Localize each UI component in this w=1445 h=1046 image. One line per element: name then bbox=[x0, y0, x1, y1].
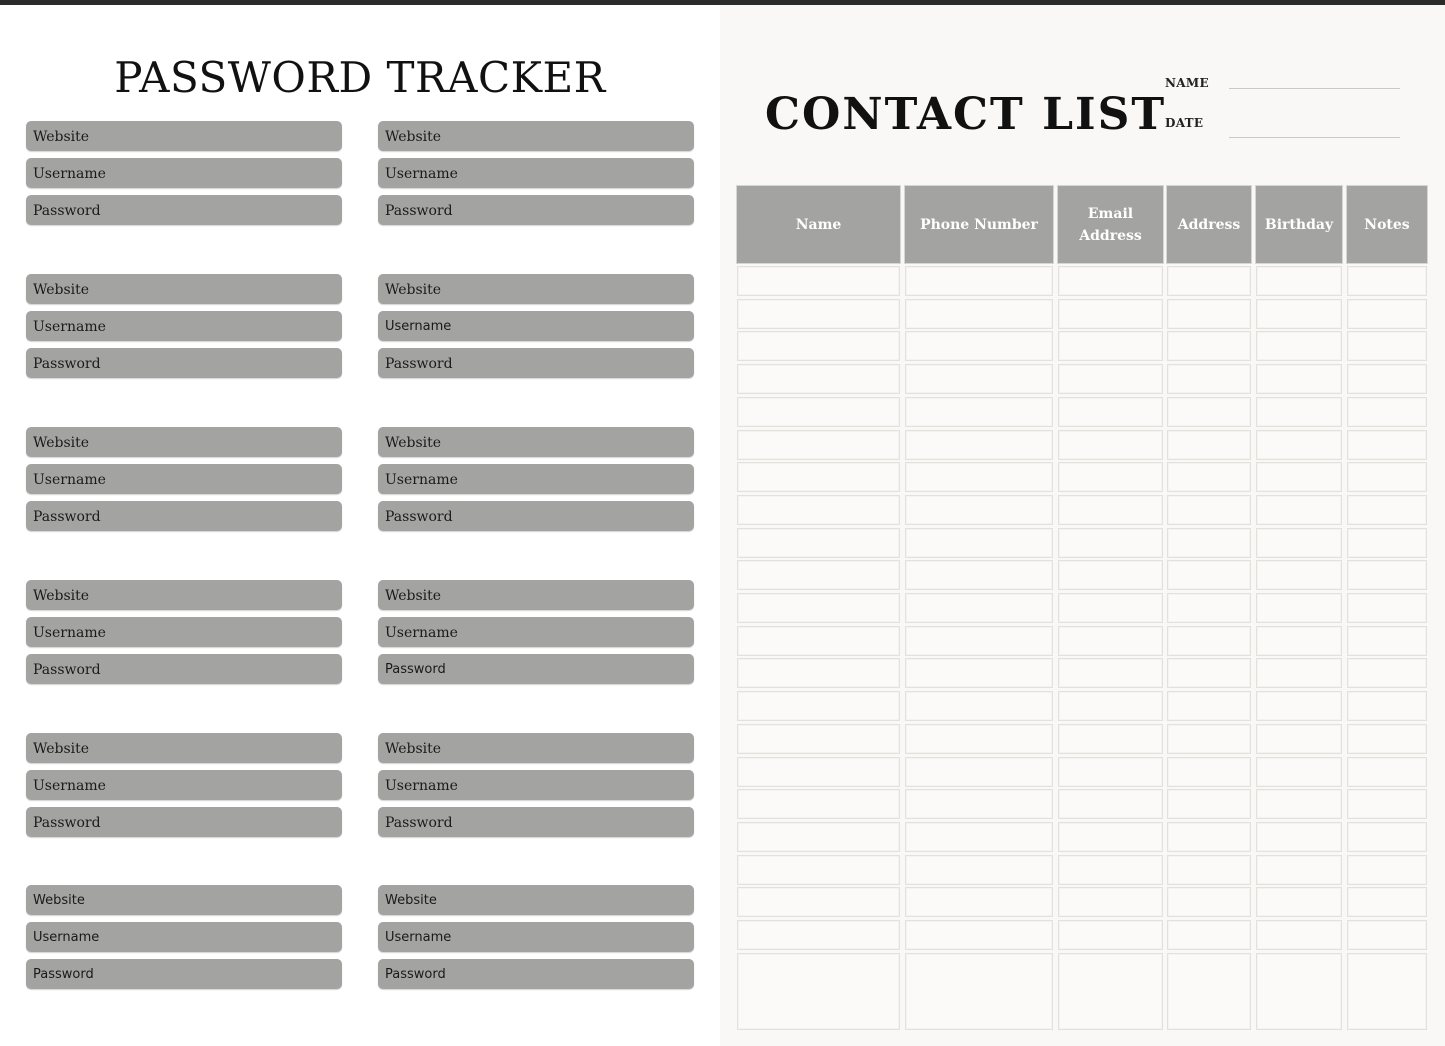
contact-cell[interactable] bbox=[1058, 658, 1163, 688]
contact-cell[interactable] bbox=[1347, 757, 1427, 787]
contact-cell[interactable] bbox=[1256, 560, 1342, 590]
website-field[interactable]: Website bbox=[26, 733, 342, 763]
password-tracker-page bbox=[0, 5, 720, 1046]
website-field[interactable]: Website bbox=[378, 580, 694, 610]
contact-cell[interactable] bbox=[905, 855, 1053, 885]
contact-cell[interactable] bbox=[1167, 920, 1251, 950]
contact-cell[interactable] bbox=[1058, 789, 1163, 819]
contact-cell[interactable] bbox=[1256, 528, 1342, 558]
website-field[interactable]: Website bbox=[378, 733, 694, 763]
contact-cell[interactable] bbox=[737, 331, 900, 361]
contact-cell[interactable] bbox=[1058, 299, 1163, 329]
website-field[interactable]: Website bbox=[26, 121, 342, 151]
contact-cell[interactable] bbox=[1347, 528, 1427, 558]
username-field[interactable]: Username bbox=[26, 922, 342, 952]
contact-cell[interactable] bbox=[1167, 462, 1251, 492]
contact-cell[interactable] bbox=[1256, 887, 1342, 917]
contact-cell[interactable] bbox=[1256, 757, 1342, 787]
contact-cell[interactable] bbox=[905, 691, 1053, 721]
username-field[interactable]: Username bbox=[378, 922, 694, 952]
contact-cell[interactable] bbox=[1347, 724, 1427, 754]
contact-cell[interactable] bbox=[905, 822, 1053, 852]
website-field[interactable]: Website bbox=[378, 121, 694, 151]
contact-cell[interactable] bbox=[1347, 626, 1427, 656]
contact-cell[interactable] bbox=[905, 364, 1053, 394]
contact-cell[interactable] bbox=[1347, 364, 1427, 394]
contact-cell[interactable] bbox=[1256, 691, 1342, 721]
contact-cell[interactable] bbox=[905, 495, 1053, 525]
contact-cell[interactable] bbox=[905, 789, 1053, 819]
contact-cell[interactable] bbox=[1058, 364, 1163, 394]
contact-cell[interactable] bbox=[905, 593, 1053, 623]
contact-cell[interactable] bbox=[1167, 953, 1251, 1030]
contact-cell[interactable] bbox=[1167, 331, 1251, 361]
contact-cell[interactable] bbox=[905, 462, 1053, 492]
contact-cell[interactable] bbox=[1256, 331, 1342, 361]
contact-cell[interactable] bbox=[1256, 299, 1342, 329]
contact-cell[interactable] bbox=[1256, 822, 1342, 852]
contact-cell[interactable] bbox=[1347, 495, 1427, 525]
username-field[interactable]: Username bbox=[378, 617, 694, 647]
contact-cell[interactable] bbox=[905, 724, 1053, 754]
column-header: Phone Number bbox=[905, 186, 1053, 263]
password-field[interactable]: Password bbox=[26, 959, 342, 989]
contact-cell[interactable] bbox=[1167, 593, 1251, 623]
contact-cell[interactable] bbox=[737, 299, 900, 329]
contact-cell[interactable] bbox=[1256, 920, 1342, 950]
contact-cell[interactable] bbox=[1058, 887, 1163, 917]
contact-cell[interactable] bbox=[737, 920, 900, 950]
contact-cell[interactable] bbox=[737, 430, 900, 460]
contact-cell[interactable] bbox=[737, 691, 900, 721]
contact-cell[interactable] bbox=[905, 887, 1053, 917]
contact-cell[interactable] bbox=[905, 331, 1053, 361]
contact-cell[interactable] bbox=[905, 266, 1053, 296]
contact-cell[interactable] bbox=[1167, 887, 1251, 917]
contact-cell[interactable] bbox=[1058, 855, 1163, 885]
contact-cell[interactable] bbox=[1058, 462, 1163, 492]
column-header: Email Address bbox=[1058, 186, 1163, 263]
contact-cell[interactable] bbox=[905, 757, 1053, 787]
contact-cell[interactable] bbox=[1167, 266, 1251, 296]
website-field[interactable]: Website bbox=[26, 885, 342, 915]
username-field[interactable]: Username bbox=[378, 311, 694, 341]
username-field[interactable]: Username bbox=[378, 464, 694, 494]
contact-cell[interactable] bbox=[737, 757, 900, 787]
username-field[interactable]: Username bbox=[378, 158, 694, 188]
contact-cell[interactable] bbox=[1167, 364, 1251, 394]
contact-cell[interactable] bbox=[737, 887, 900, 917]
password-field[interactable]: Password bbox=[26, 195, 342, 225]
contact-cell[interactable] bbox=[1256, 789, 1342, 819]
password-field[interactable]: Password bbox=[26, 807, 342, 837]
contact-cell[interactable] bbox=[1347, 397, 1427, 427]
contact-cell[interactable] bbox=[1167, 430, 1251, 460]
contact-cell[interactable] bbox=[1256, 397, 1342, 427]
password-field[interactable]: Password bbox=[26, 654, 342, 684]
contact-cell[interactable] bbox=[1347, 887, 1427, 917]
username-field[interactable]: Username bbox=[26, 158, 342, 188]
contact-cell[interactable] bbox=[1256, 855, 1342, 885]
date-label: DATE bbox=[1165, 116, 1204, 130]
website-field[interactable]: Website bbox=[378, 885, 694, 915]
contact-cell[interactable] bbox=[1058, 691, 1163, 721]
username-field[interactable]: Username bbox=[26, 617, 342, 647]
contact-cell[interactable] bbox=[905, 560, 1053, 590]
password-tracker-title: PASSWORD TRACKER bbox=[114, 53, 606, 102]
password-field[interactable]: Password bbox=[26, 501, 342, 531]
contact-cell[interactable] bbox=[1058, 757, 1163, 787]
contact-cell[interactable] bbox=[1347, 266, 1427, 296]
contact-cell[interactable] bbox=[1256, 593, 1342, 623]
contact-cell[interactable] bbox=[1347, 462, 1427, 492]
password-field[interactable]: Password bbox=[378, 654, 694, 684]
contact-cell[interactable] bbox=[1347, 789, 1427, 819]
password-field[interactable]: Password bbox=[378, 807, 694, 837]
password-field[interactable]: Password bbox=[378, 501, 694, 531]
contact-cell[interactable] bbox=[1058, 430, 1163, 460]
contact-cell[interactable] bbox=[1058, 495, 1163, 525]
password-field[interactable]: Password bbox=[378, 195, 694, 225]
website-field[interactable]: Website bbox=[378, 427, 694, 457]
contact-cell[interactable] bbox=[1256, 266, 1342, 296]
contact-cell[interactable] bbox=[1167, 724, 1251, 754]
contact-list-page bbox=[720, 5, 1445, 1046]
contact-cell[interactable] bbox=[1167, 397, 1251, 427]
contact-cell[interactable] bbox=[905, 953, 1053, 1030]
username-field[interactable]: Username bbox=[26, 770, 342, 800]
website-field[interactable]: Website bbox=[26, 274, 342, 304]
contact-cell[interactable] bbox=[1347, 593, 1427, 623]
contact-cell[interactable] bbox=[737, 560, 900, 590]
column-header: Birthday bbox=[1256, 186, 1342, 263]
contact-cell[interactable] bbox=[1167, 822, 1251, 852]
contact-cell[interactable] bbox=[905, 397, 1053, 427]
contact-cell[interactable] bbox=[737, 822, 900, 852]
contact-cell[interactable] bbox=[1347, 430, 1427, 460]
contact-cell[interactable] bbox=[1058, 593, 1163, 623]
contact-cell[interactable] bbox=[1167, 495, 1251, 525]
contact-cell[interactable] bbox=[1256, 364, 1342, 394]
contact-cell[interactable] bbox=[737, 593, 900, 623]
contact-cell[interactable] bbox=[1167, 528, 1251, 558]
contact-cell[interactable] bbox=[737, 397, 900, 427]
contact-cell[interactable] bbox=[737, 724, 900, 754]
contact-cell[interactable] bbox=[905, 626, 1053, 656]
contact-cell[interactable] bbox=[1167, 691, 1251, 721]
contact-cell[interactable] bbox=[737, 462, 900, 492]
contact-cell[interactable] bbox=[1058, 397, 1163, 427]
column-header: Notes bbox=[1347, 186, 1427, 263]
website-field[interactable]: Website bbox=[26, 580, 342, 610]
contact-cell[interactable] bbox=[1347, 691, 1427, 721]
password-field[interactable]: Password bbox=[378, 348, 694, 378]
contact-cell[interactable] bbox=[1058, 724, 1163, 754]
contact-cell[interactable] bbox=[1167, 855, 1251, 885]
username-field[interactable]: Username bbox=[26, 311, 342, 341]
website-field[interactable]: Website bbox=[378, 274, 694, 304]
contact-cell[interactable] bbox=[1256, 953, 1342, 1030]
contact-cell[interactable] bbox=[1256, 626, 1342, 656]
contact-cell[interactable] bbox=[737, 953, 900, 1030]
contact-cell[interactable] bbox=[737, 364, 900, 394]
contact-cell[interactable] bbox=[1347, 855, 1427, 885]
contact-cell[interactable] bbox=[1256, 462, 1342, 492]
contact-cell[interactable] bbox=[1058, 953, 1163, 1030]
contact-cell[interactable] bbox=[1256, 495, 1342, 525]
contact-cell[interactable] bbox=[1167, 626, 1251, 656]
contact-list-title: CONTACT LIST bbox=[765, 89, 1167, 140]
password-field[interactable]: Password bbox=[26, 348, 342, 378]
contact-cell[interactable] bbox=[737, 658, 900, 688]
contact-cell[interactable] bbox=[905, 430, 1053, 460]
password-field[interactable]: Password bbox=[378, 959, 694, 989]
contact-cell[interactable] bbox=[1167, 658, 1251, 688]
contact-cell[interactable] bbox=[1347, 920, 1427, 950]
contact-cell[interactable] bbox=[1256, 724, 1342, 754]
contact-cell[interactable] bbox=[737, 495, 900, 525]
contact-cell[interactable] bbox=[737, 626, 900, 656]
contact-cell[interactable] bbox=[905, 658, 1053, 688]
contact-cell[interactable] bbox=[1167, 299, 1251, 329]
contact-cell[interactable] bbox=[1058, 822, 1163, 852]
contact-cell[interactable] bbox=[737, 855, 900, 885]
contact-cell[interactable] bbox=[905, 920, 1053, 950]
contact-cell[interactable] bbox=[1347, 299, 1427, 329]
contact-cell[interactable] bbox=[1167, 757, 1251, 787]
contact-cell[interactable] bbox=[1167, 560, 1251, 590]
contact-cell[interactable] bbox=[1058, 266, 1163, 296]
contact-cell[interactable] bbox=[737, 528, 900, 558]
contact-cell[interactable] bbox=[1347, 953, 1427, 1030]
username-field[interactable]: Username bbox=[26, 464, 342, 494]
date-line[interactable] bbox=[1229, 137, 1400, 138]
name-line[interactable] bbox=[1229, 88, 1400, 89]
contact-cell[interactable] bbox=[905, 299, 1053, 329]
name-label: NAME bbox=[1165, 76, 1209, 90]
contact-cell[interactable] bbox=[737, 789, 900, 819]
contact-cell[interactable] bbox=[1058, 560, 1163, 590]
contact-cell[interactable] bbox=[1347, 822, 1427, 852]
contact-cell[interactable] bbox=[1347, 560, 1427, 590]
contact-cell[interactable] bbox=[1167, 789, 1251, 819]
contact-cell[interactable] bbox=[1347, 658, 1427, 688]
contact-cell[interactable] bbox=[1256, 430, 1342, 460]
contact-cell[interactable] bbox=[1058, 331, 1163, 361]
website-field[interactable]: Website bbox=[26, 427, 342, 457]
username-field[interactable]: Username bbox=[378, 770, 694, 800]
contact-cell[interactable] bbox=[1347, 331, 1427, 361]
column-header: Name bbox=[737, 186, 900, 263]
column-header: Address bbox=[1167, 186, 1251, 263]
contact-cell[interactable] bbox=[1058, 626, 1163, 656]
contact-cell[interactable] bbox=[1256, 658, 1342, 688]
contact-cell[interactable] bbox=[1058, 528, 1163, 558]
contact-cell[interactable] bbox=[737, 266, 900, 296]
contact-cell[interactable] bbox=[1058, 920, 1163, 950]
contact-cell[interactable] bbox=[905, 528, 1053, 558]
